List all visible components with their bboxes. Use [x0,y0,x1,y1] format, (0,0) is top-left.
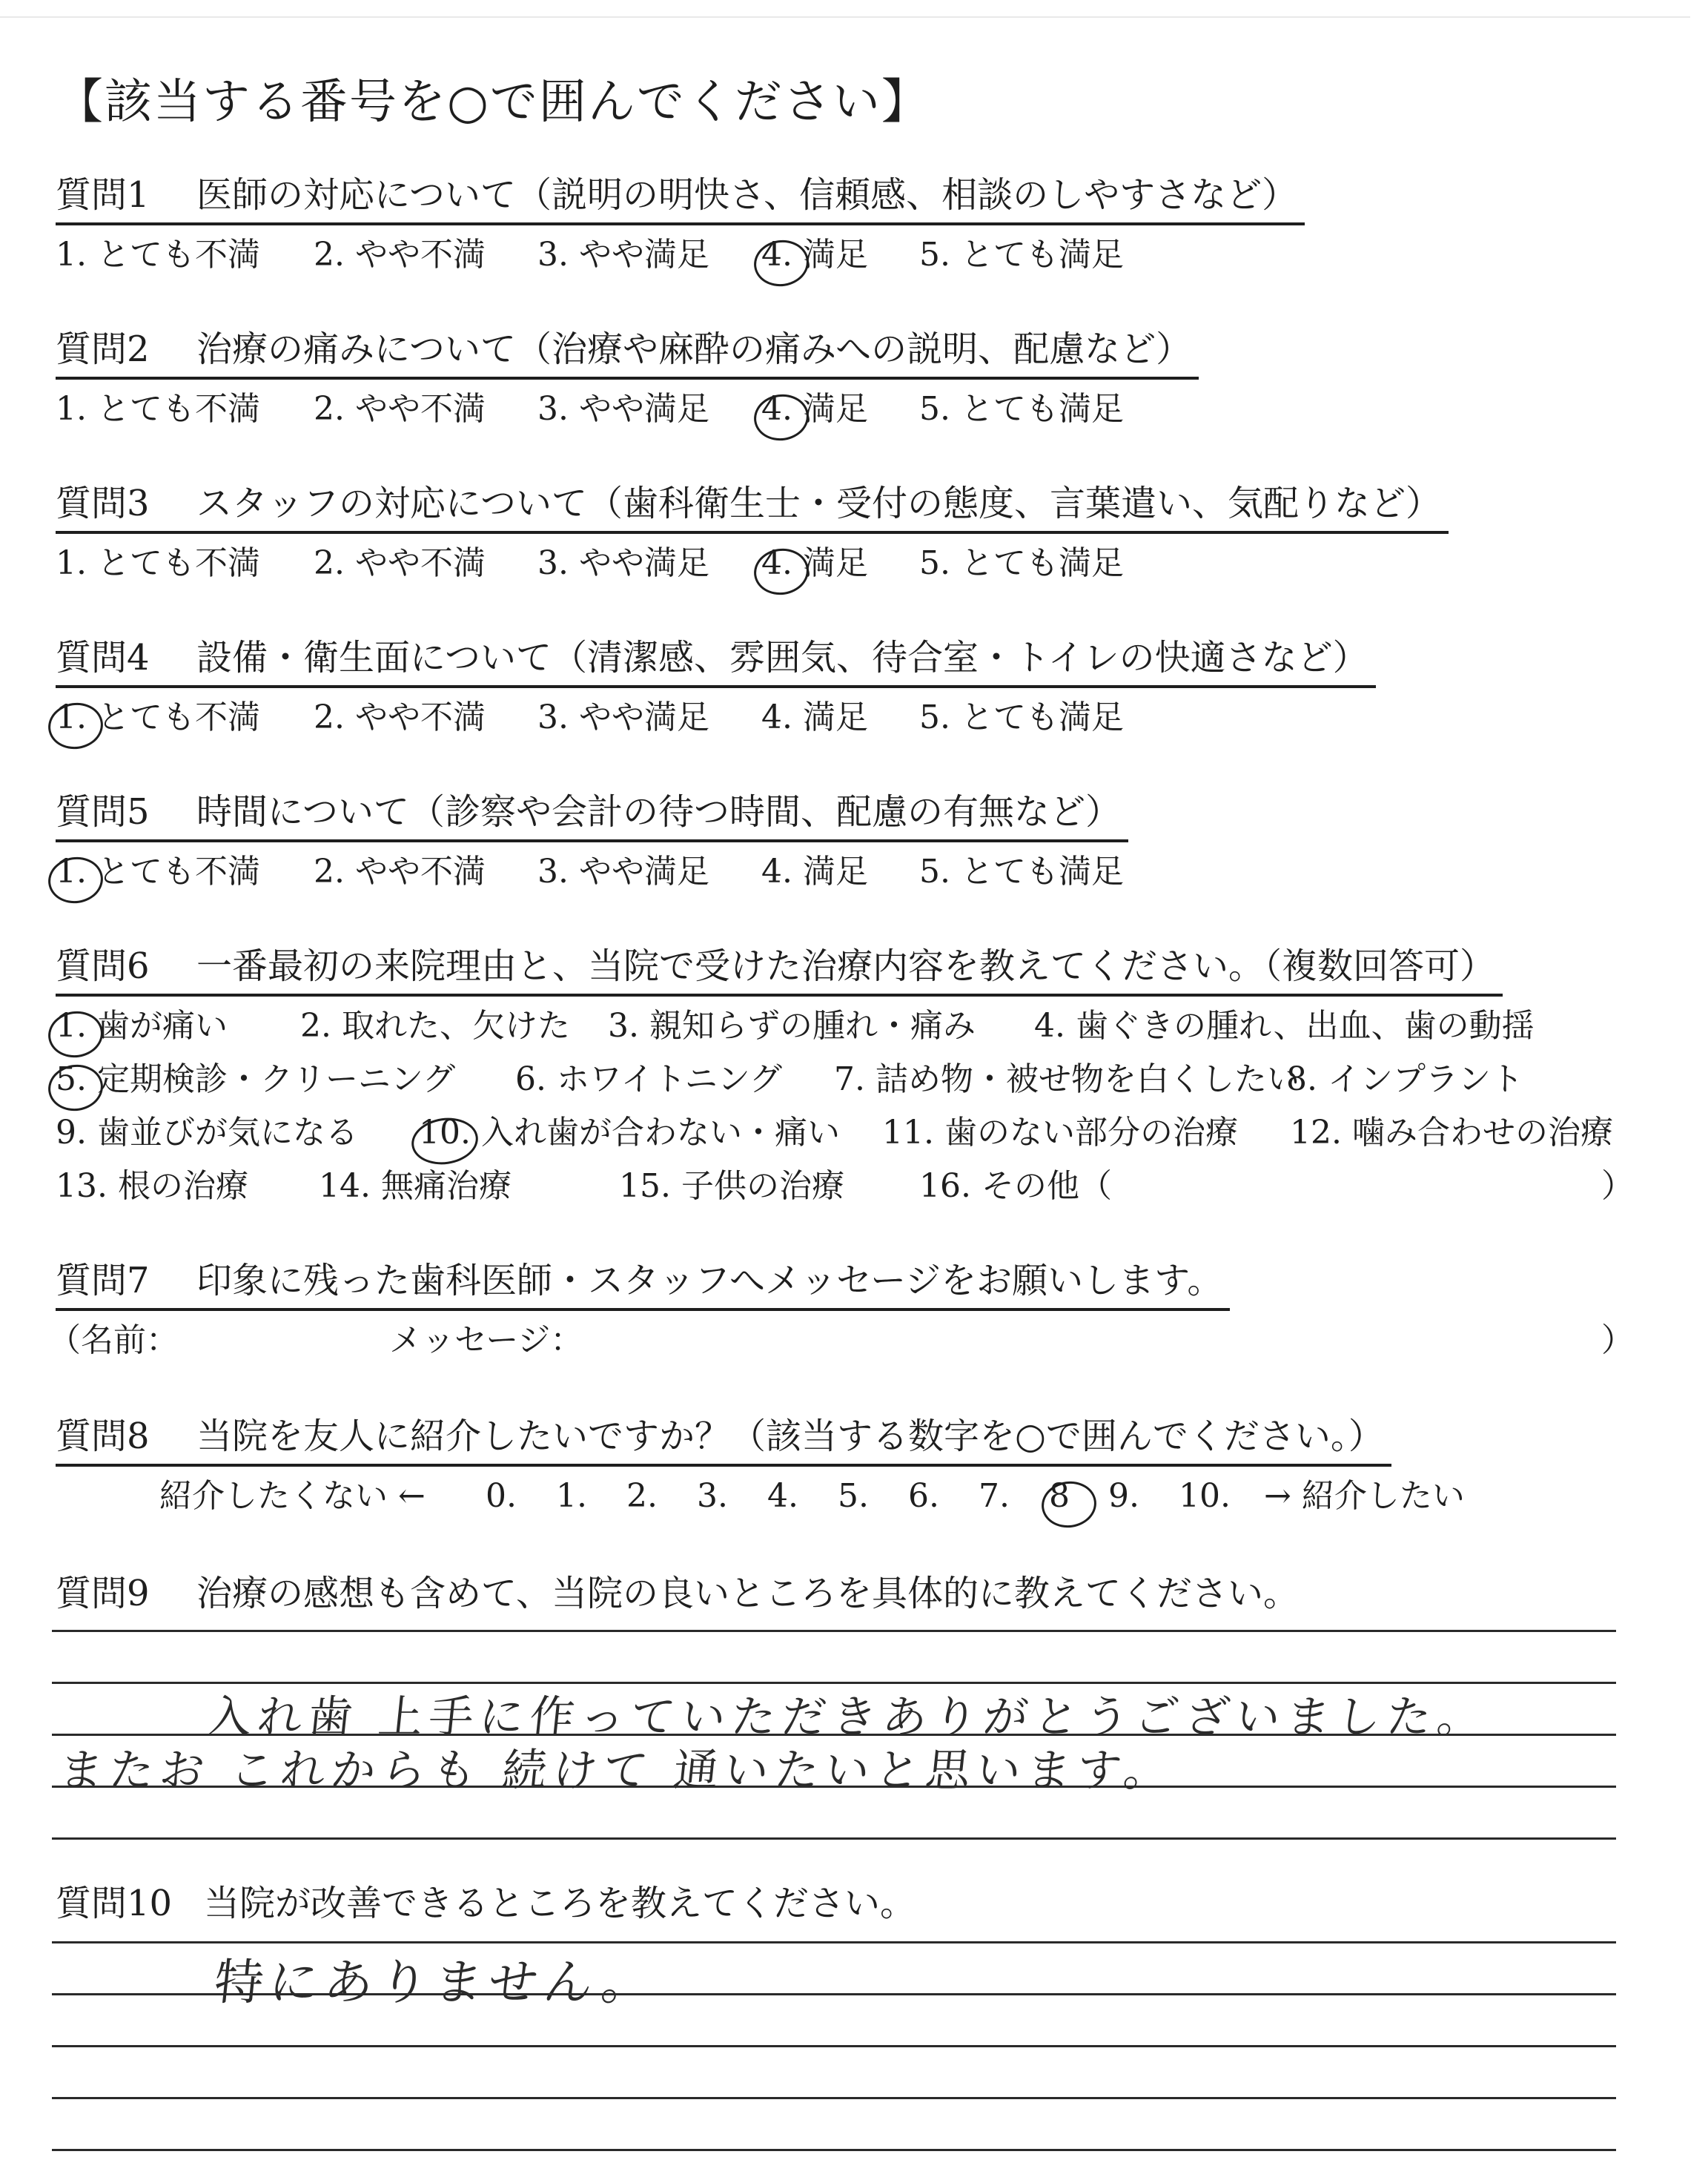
q2-option-2[interactable]: 2. やや不満 [314,390,486,428]
q6-option-1-circled[interactable]: 1. 歯が痛い [56,1007,228,1045]
question-7-number: 質問7 [56,1260,150,1301]
question-1-text: 医師の対応について（説明の明快さ、信頼感、相談のしやすさなど） [196,174,1298,216]
q6-option-6[interactable]: 6. ホワイトニング [515,1060,783,1098]
q3-option-2[interactable]: 2. やや不満 [314,544,486,582]
q7-name-label: （名前： [48,1321,179,1359]
q3-option-1[interactable]: 1. とても不満 [56,544,260,582]
q6-other-close-paren: ） [1601,1167,1634,1205]
q3-option-4-circled[interactable]: 4. 満足 [761,544,868,582]
question-4-text: 設備・衛生面について（清潔感、雰囲気、待合室・トイレの快適さなど） [196,637,1368,678]
question-10-number: 質問10 [56,1883,173,1924]
question-7-text: 印象に残った歯科医師・スタッフへメッセージをお願いします。 [196,1260,1223,1301]
question-9-heading [56,1566,1306,1621]
q8-scale-2[interactable]: 2. [626,1477,658,1515]
question-3-options [56,540,1124,587]
q7-close-paren: ） [1601,1321,1634,1359]
q4-option-5[interactable]: 5. とても満足 [919,698,1124,736]
q6-option-13[interactable]: 13. 根の治療 [56,1167,248,1205]
q6-option-14[interactable]: 14. 無痛治療 [319,1167,512,1205]
q6-option-11[interactable]: 11. 歯のない部分の治療 [882,1114,1238,1152]
q9-handwritten-answer-line-1: 入れ歯 上手に作っていただきありがとうございました。 [204,1691,1491,1743]
q9-handwritten-answer-line-2: またお これからも 続けて 通いたいと思います。 [56,1745,1177,1797]
q8-left-label: 紹介したくない ← [159,1477,426,1515]
q1-option-1[interactable]: 1. とても不満 [56,236,260,274]
q6-option-10-circled[interactable]: 10. 入れ歯が合わない・痛い [419,1114,840,1152]
q10-answer-line [52,2149,1616,2151]
q5-option-5[interactable]: 5. とても満足 [919,853,1124,891]
q5-option-1-circled[interactable]: 1. とても不満 [56,853,260,891]
q4-option-2[interactable]: 2. やや不満 [314,698,486,736]
q8-scale-5[interactable]: 5. [838,1477,869,1515]
q1-option-5[interactable]: 5. とても満足 [919,236,1124,274]
q6-option-4[interactable]: 4. 歯ぐきの腫れ、出血、歯の動揺 [1034,1007,1535,1045]
question-8-heading [56,1409,1391,1467]
question-9-number: 質問9 [56,1573,150,1614]
question-6-number: 質問6 [56,945,150,987]
scan-top-edge [0,16,1690,18]
question-1-number: 質問1 [56,174,150,216]
question-2-options [56,386,1124,433]
q1-option-2[interactable]: 2. やや不満 [314,236,486,274]
q6-option-9[interactable]: 9. 歯並びが気になる [56,1114,358,1152]
q8-scale-8-circled[interactable]: 8 [1049,1477,1070,1515]
q8-right-label: → 紹介したい [1264,1477,1465,1515]
question-5-number: 質問5 [56,791,150,833]
question-10-heading [56,1876,923,1931]
question-8-text: 当院を友人に紹介したいですか？（該当する数字を○で囲んでください。） [196,1416,1384,1457]
question-5-text: 時間について（診察や会計の待つ時間、配慮の有無など） [196,791,1122,833]
question-3-text: スタッフの対応について（歯科衛生士・受付の態度、言葉遣い、気配りなど） [196,483,1442,524]
q6-option-15[interactable]: 15. 子供の治療 [619,1167,844,1205]
question-1-options [56,231,1124,279]
q1-option-4-circled[interactable]: 4. 満足 [761,236,868,274]
question-3-number: 質問3 [56,483,150,524]
question-2-number: 質問2 [56,328,150,370]
q6-option-5-circled[interactable]: 5. 定期検診・クリーニング [56,1060,456,1098]
q8-scale-7[interactable]: 7. [979,1477,1010,1515]
q10-answer-line [52,2045,1616,2047]
q7-message-label: メッセージ： [389,1321,583,1359]
question-6-text: 一番最初の来院理由と、当院で受けた治療内容を教えてください。（複数回答可） [196,945,1496,987]
q8-scale-4[interactable]: 4. [767,1477,798,1515]
question-2-heading [56,322,1199,380]
q8-scale-0[interactable]: 0. [486,1477,517,1515]
q1-option-3[interactable]: 3. やや満足 [537,236,709,274]
q10-handwritten-answer: 特にありません。 [211,1954,660,2011]
q8-scale-3[interactable]: 3. [697,1477,728,1515]
question-6-row-3 [56,1109,1613,1157]
question-4-heading [56,630,1376,688]
question-7-heading [56,1253,1230,1311]
q10-answer-line [52,2097,1616,2099]
question-8-scale [56,1473,1465,1520]
q3-option-5[interactable]: 5. とても満足 [919,544,1124,582]
q4-option-3[interactable]: 3. やや満足 [537,698,709,736]
q6-option-16[interactable]: 16. その他（ [919,1167,1112,1205]
q4-option-1-circled[interactable]: 1. とても不満 [56,698,260,736]
q9-answer-line [52,1837,1616,1840]
q8-scale-6[interactable]: 6. [908,1477,939,1515]
q6-option-3[interactable]: 3. 親知らずの腫れ・痛み [608,1007,976,1045]
instruction-title: 【該当する番号を○で囲んでください】 [56,75,930,130]
q5-option-4[interactable]: 4. 満足 [761,853,868,891]
question-5-options [56,848,1124,896]
q6-option-7[interactable]: 7. 詰め物・被せ物を白くしたい [834,1060,1300,1098]
q4-option-4[interactable]: 4. 満足 [761,698,868,736]
question-2-text: 治療の痛みについて（治療や麻酔の痛みへの説明、配慮など） [196,328,1192,370]
question-10-text: 当院が改善できるところを教えてください。 [204,1883,916,1924]
q2-option-1[interactable]: 1. とても不満 [56,390,260,428]
q5-option-2[interactable]: 2. やや不満 [314,853,486,891]
q8-scale-9[interactable]: 9. [1108,1477,1139,1515]
question-5-heading [56,785,1128,842]
q9-answer-line [52,1630,1616,1632]
q6-option-12[interactable]: 12. 噛み合わせの治療 [1290,1114,1613,1152]
q2-option-4-circled[interactable]: 4. 満足 [761,390,868,428]
q6-option-2[interactable]: 2. 取れた、欠けた [300,1007,570,1045]
question-3-heading [56,476,1449,534]
question-8-number: 質問8 [56,1416,150,1457]
q8-scale-10[interactable]: 10. [1179,1477,1231,1515]
question-6-heading [56,939,1503,997]
q2-option-3[interactable]: 3. やや満足 [537,390,709,428]
q6-option-8[interactable]: 8. インプラント [1286,1060,1523,1098]
q3-option-3[interactable]: 3. やや満足 [537,544,709,582]
question-6-row-1 [56,1003,1535,1050]
question-4-options [56,694,1124,742]
question-4-number: 質問4 [56,637,150,678]
question-9-text: 治療の感想も含めて、当院の良いところを具体的に教えてください。 [196,1573,1300,1614]
q5-option-3[interactable]: 3. やや満足 [537,853,709,891]
q2-option-5[interactable]: 5. とても満足 [919,390,1124,428]
q8-scale-1[interactable]: 1. [556,1477,587,1515]
question-6-row-2 [56,1056,1523,1103]
question-1-heading [56,168,1305,225]
